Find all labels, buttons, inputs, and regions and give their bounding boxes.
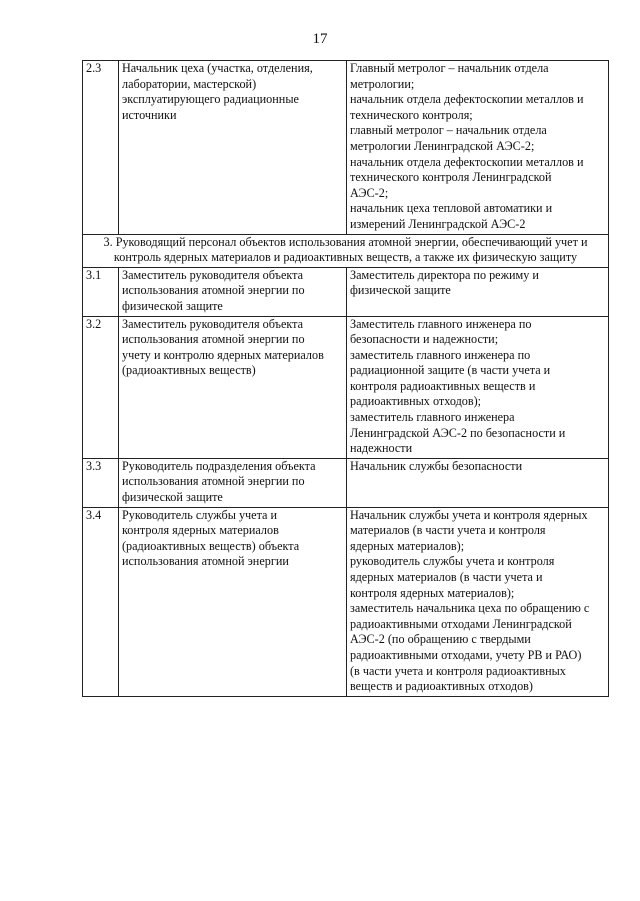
text-line: ядерных материалов); bbox=[350, 538, 465, 553]
text-line: Ленинградской АЭС-2 по безопасности и bbox=[350, 425, 566, 440]
text-line: радиоактивных отходов); bbox=[350, 394, 482, 409]
text-line: веществ и радиоактивных отходов) bbox=[350, 679, 533, 694]
table-row bbox=[83, 267, 609, 316]
row-number: 3.4 bbox=[83, 507, 119, 696]
text-line: метрологии Ленинградской АЭС-2; bbox=[350, 138, 535, 153]
responsible-cell bbox=[347, 507, 609, 696]
section-heading bbox=[83, 234, 609, 267]
responsible-cell bbox=[347, 316, 609, 458]
row-number: 3.2 bbox=[83, 316, 119, 458]
responsible-cell bbox=[347, 61, 609, 235]
responsibility-table bbox=[82, 60, 609, 697]
text-line: (радиоактивных веществ) bbox=[122, 363, 256, 378]
responsible-cell bbox=[347, 458, 609, 507]
text-line: Заместитель главного инженера по bbox=[350, 316, 532, 331]
text-line: технического контроля; bbox=[350, 107, 473, 122]
table-row bbox=[83, 507, 609, 696]
text-line: измерений Ленинградской АЭС-2 bbox=[350, 216, 526, 231]
text-line: контроль ядерных материалов и радиоактивных веществ, а также их физическую защиту bbox=[113, 250, 578, 265]
text-line: Руководитель подразделения объекта bbox=[122, 458, 316, 473]
text-line: контроля радиоактивных веществ и bbox=[350, 378, 536, 393]
text-line: главный метролог – начальник отдела bbox=[350, 123, 547, 138]
text-line: начальник отдела дефектоскопии металлов и bbox=[350, 92, 584, 107]
text-line: безопасности и надежности; bbox=[350, 332, 499, 347]
text-line: начальник цеха тепловой автоматики и bbox=[350, 201, 553, 216]
text-line: технического контроля Ленинградской bbox=[350, 170, 552, 185]
position-cell bbox=[119, 267, 347, 316]
text-line: физической защите bbox=[350, 283, 451, 298]
text-line: учету и контролю ядерных материалов bbox=[122, 347, 324, 362]
text-line: АЭС-2 (по обращению с твердыми bbox=[350, 632, 531, 647]
text-line: Заместитель руководителя объекта bbox=[122, 316, 303, 331]
text-line: Начальник службы безопасности bbox=[350, 458, 523, 473]
text-line: Руководитель службы учета и bbox=[122, 507, 278, 522]
table-row bbox=[83, 316, 609, 458]
table-row bbox=[83, 458, 609, 507]
text-line: материалов (в части учета и контроля bbox=[350, 523, 546, 538]
text-line: Начальник службы учета и контроля ядерных bbox=[350, 507, 588, 522]
page-number: 17 bbox=[312, 31, 328, 47]
text-line: источники bbox=[122, 107, 177, 122]
section-header-row bbox=[83, 234, 609, 267]
text-line: заместитель главного инженера по bbox=[350, 347, 531, 362]
text-line: (в части учета и контроля радиоактивных bbox=[350, 663, 566, 678]
text-line: руководитель службы учета и контроля bbox=[350, 554, 555, 569]
text-line: физической защите bbox=[122, 490, 223, 505]
text-line: метрологии; bbox=[350, 76, 415, 91]
text-line: использования атомной энергии по bbox=[122, 474, 305, 489]
text-line: начальник отдела дефектоскопии металлов и bbox=[350, 154, 584, 169]
text-line: надежности bbox=[350, 441, 413, 456]
text-line: физической защите bbox=[122, 298, 223, 313]
text-line: использования атомной энергии bbox=[122, 554, 289, 569]
text-line: Заместитель директора по режиму и bbox=[350, 267, 539, 282]
text-line: использования атомной энергии по bbox=[122, 332, 305, 347]
text-line: Главный метролог – начальник отдела bbox=[350, 61, 549, 75]
text-line: контроля ядерных материалов); bbox=[350, 585, 515, 600]
text-line: АЭС-2; bbox=[350, 185, 389, 200]
text-line: радиоактивными отходами, учету РВ и РАО) bbox=[350, 647, 582, 662]
text-line: радиоактивными отходами Ленинградской bbox=[350, 616, 572, 631]
position-cell bbox=[119, 458, 347, 507]
row-number: 3.3 bbox=[83, 458, 119, 507]
text-line: контроля ядерных материалов bbox=[122, 523, 279, 538]
row-number: 2.3 bbox=[83, 61, 119, 235]
text-line: заместитель главного инженера bbox=[350, 410, 515, 425]
text-line: использования атомной энергии по bbox=[122, 283, 305, 298]
position-cell bbox=[119, 316, 347, 458]
text-line: Начальник цеха (участка, отделения, bbox=[122, 61, 313, 75]
text-line: 3. Руководящий персонал объектов использования атомной энергии, обеспечивающий учет и bbox=[103, 234, 588, 249]
position-cell bbox=[119, 61, 347, 235]
table-row bbox=[83, 61, 609, 235]
row-number: 3.1 bbox=[83, 267, 119, 316]
text-line: заместитель начальника цеха по обращению с bbox=[350, 601, 590, 616]
text-line: ядерных материалов (в части учета и bbox=[350, 570, 543, 584]
text-line: эксплуатирующего радиационные bbox=[122, 92, 299, 107]
position-cell bbox=[119, 507, 347, 696]
text-line: лаборатории, мастерской) bbox=[122, 76, 257, 91]
text-line: (радиоактивных веществ) объекта bbox=[122, 538, 300, 553]
text-line: радиационной защите (в части учета и bbox=[350, 363, 551, 378]
responsible-cell bbox=[347, 267, 609, 316]
text-line: Заместитель руководителя объекта bbox=[122, 267, 303, 282]
